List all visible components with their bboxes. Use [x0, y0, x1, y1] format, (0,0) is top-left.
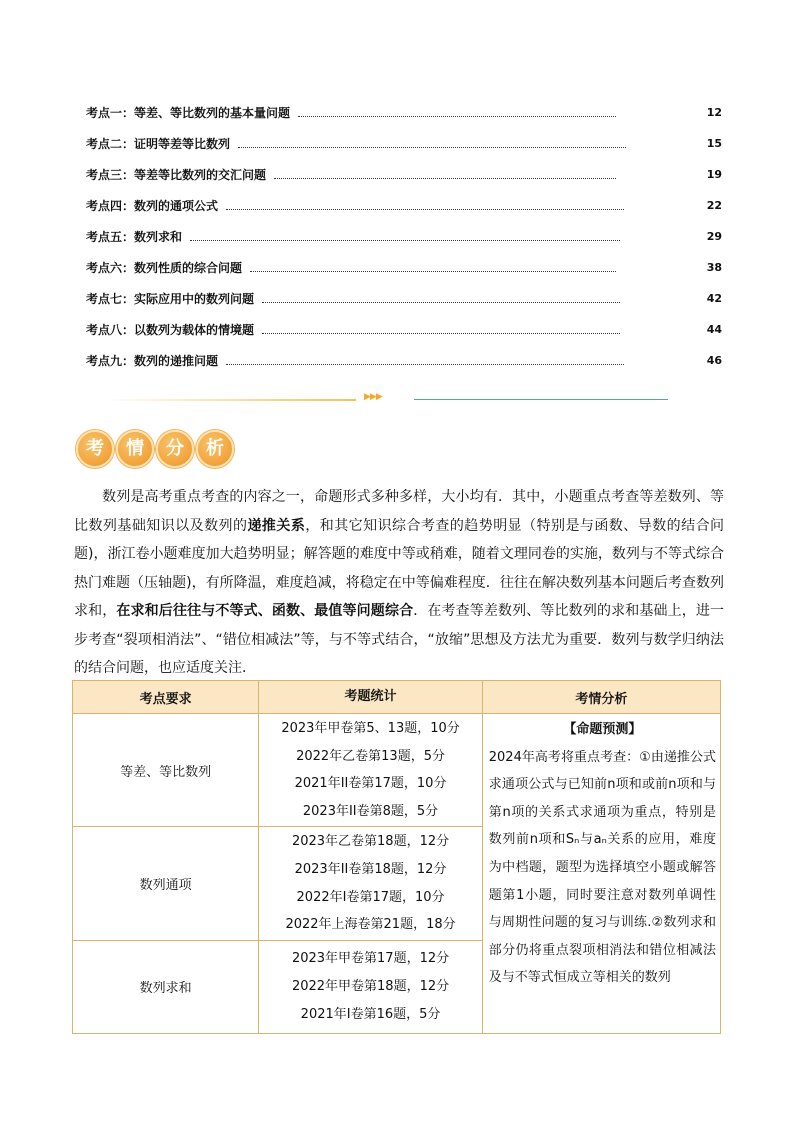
topic-cell: 等差、等比数列 — [73, 714, 259, 827]
toc-leader-dots — [298, 115, 616, 117]
toc-leader-dots — [238, 146, 626, 148]
toc-entry-page: 46 — [706, 354, 722, 367]
stat-item: 2021年I卷第16题，5分 — [300, 1006, 441, 1022]
stat-item: 2022年乙卷第13题，5分 — [296, 748, 445, 764]
toc-entry-label: 考点九：数列的递推问题 — [86, 354, 219, 368]
column-header: 考题统计 — [259, 681, 482, 714]
toc-entry[interactable] — [86, 221, 722, 252]
stat-item: 2022年甲卷第18题，12分 — [291, 978, 450, 994]
toc-entry-page: 29 — [706, 230, 722, 243]
paragraph-text: 数列是高考重点考查的内容之一，命题形式多种多样，大小均有．其中，小题重点考查等差数列、等比数列基础知识以及数列的 — [74, 489, 724, 534]
section-heading — [76, 430, 234, 468]
prediction-text: 2024年高考将重点考查：①由递推公式求通项公式与已知前n项和或前n项和与第n项的关系式求通项为重点，特别是数列前n项和Sₙ与aₙ关系的应用，难度为中档题，题型为选择填空小题或解答题第1小题，同时要注意对数列单调性与周期性问题的复习与训练.②数列求和部分仍将重点裂项相消法和错位相减法及与不等式恒成立等相关的数列 — [488, 749, 716, 986]
section-divider — [106, 392, 668, 406]
stat-item: 2023年II卷第8题，5分 — [302, 803, 439, 819]
toc-entry[interactable] — [86, 128, 722, 159]
toc-entry-page: 19 — [706, 168, 722, 181]
table-row — [73, 714, 721, 827]
toc-leader-dots — [262, 332, 620, 334]
toc-entry-page: 15 — [706, 137, 722, 150]
table-of-contents — [86, 97, 722, 376]
paragraph-bold-text: 在求和后往往与不等式、函数、最值等问题综合 — [116, 603, 414, 619]
analysis-paragraph — [74, 483, 724, 683]
toc-entry-page: 22 — [706, 199, 722, 212]
toc-entry-page: 12 — [706, 106, 722, 119]
toc-entry-label: 考点六：数列性质的综合问题 — [86, 261, 243, 275]
stats-cell — [259, 940, 482, 1033]
stat-item: 2023年甲卷第5、13题，10分 — [281, 721, 460, 736]
toc-entry[interactable] — [86, 345, 722, 376]
paragraph-bold-text: 递推关系 — [247, 517, 306, 534]
divider-line-right — [414, 399, 668, 400]
toc-entry[interactable] — [86, 283, 722, 314]
toc-entry[interactable] — [86, 97, 722, 128]
topic-cell: 数列通项 — [73, 827, 259, 940]
triple-arrow-icon: ▶▶▶ — [364, 392, 382, 402]
toc-entry-label: 考点二：证明等差等比数列 — [86, 137, 231, 151]
stat-item: 2021年II卷第17题，10分 — [294, 776, 447, 792]
toc-leader-dots — [262, 301, 620, 303]
column-header: 考情分析 — [482, 681, 720, 714]
toc-entry[interactable] — [86, 159, 722, 190]
exam-analysis-table — [72, 680, 721, 1034]
toc-entry-label: 考点三：等差等比数列的交汇问题 — [86, 168, 267, 182]
toc-entry-label: 考点七：实际应用中的数列问题 — [86, 292, 255, 306]
table-header-row — [73, 681, 721, 714]
toc-entry[interactable] — [86, 252, 722, 283]
toc-leader-dots — [190, 239, 620, 241]
toc-leader-dots — [226, 363, 624, 365]
toc-leader-dots — [274, 177, 616, 179]
prediction-title: 【命题预测】 — [563, 722, 642, 737]
stat-item: 2023年甲卷第17题，12分 — [291, 951, 450, 967]
toc-leader-dots — [226, 208, 624, 210]
toc-entry-label: 考点四：数列的通项公式 — [86, 199, 219, 213]
stats-cell — [259, 714, 482, 827]
toc-entry-label: 考点一：等差、等比数列的基本量问题 — [86, 106, 291, 120]
stat-item: 2023年乙卷第18题，12分 — [291, 834, 450, 850]
toc-entry-page: 42 — [706, 292, 722, 305]
toc-entry-page: 38 — [706, 261, 722, 274]
stat-item: 2023年II卷第18题，12分 — [294, 861, 447, 877]
heading-char: 考 — [76, 430, 114, 468]
paragraph-text: ，和其它知识综合考查的趋势明显（特别是与函数、导数的结合问题)，浙江卷小题难度加大趋势明显；解答题的难度中等或稍难，随着文理同卷的实施，数列与不等式综合热门难题（压轴题)，有所降温，难度趋减，将稳定在中等偏难程度．往往在解决数列基本问题后考查数列求和， — [74, 517, 725, 619]
heading-char: 析 — [196, 430, 234, 468]
toc-entry-label: 考点八：以数列为载体的情境题 — [86, 323, 255, 337]
toc-entry-page: 44 — [706, 323, 722, 336]
column-header: 考点要求 — [73, 681, 259, 714]
stat-item: 2022年上海卷第21题，18分 — [285, 917, 456, 933]
toc-leader-dots — [250, 270, 616, 272]
stats-cell — [259, 827, 482, 940]
stat-item: 2022年I卷第17题，10分 — [296, 889, 445, 905]
toc-entry[interactable] — [86, 314, 722, 345]
paragraph-text: ．在考查等差数列、等比数列的求和基础上，进一步考查“裂项相消法”、“错位相减法”等，与不等式结合，“放缩”思想及方法尤为重要．数列与数学归纳法的结合问题，也应适度关注． — [74, 603, 725, 676]
heading-char: 分 — [156, 430, 194, 468]
toc-entry[interactable] — [86, 190, 722, 221]
analysis-cell — [482, 714, 720, 1034]
topic-cell: 数列求和 — [73, 940, 259, 1033]
toc-entry-label: 考点五：数列求和 — [86, 230, 183, 244]
divider-line-left — [106, 399, 356, 401]
heading-char: 情 — [116, 430, 154, 468]
